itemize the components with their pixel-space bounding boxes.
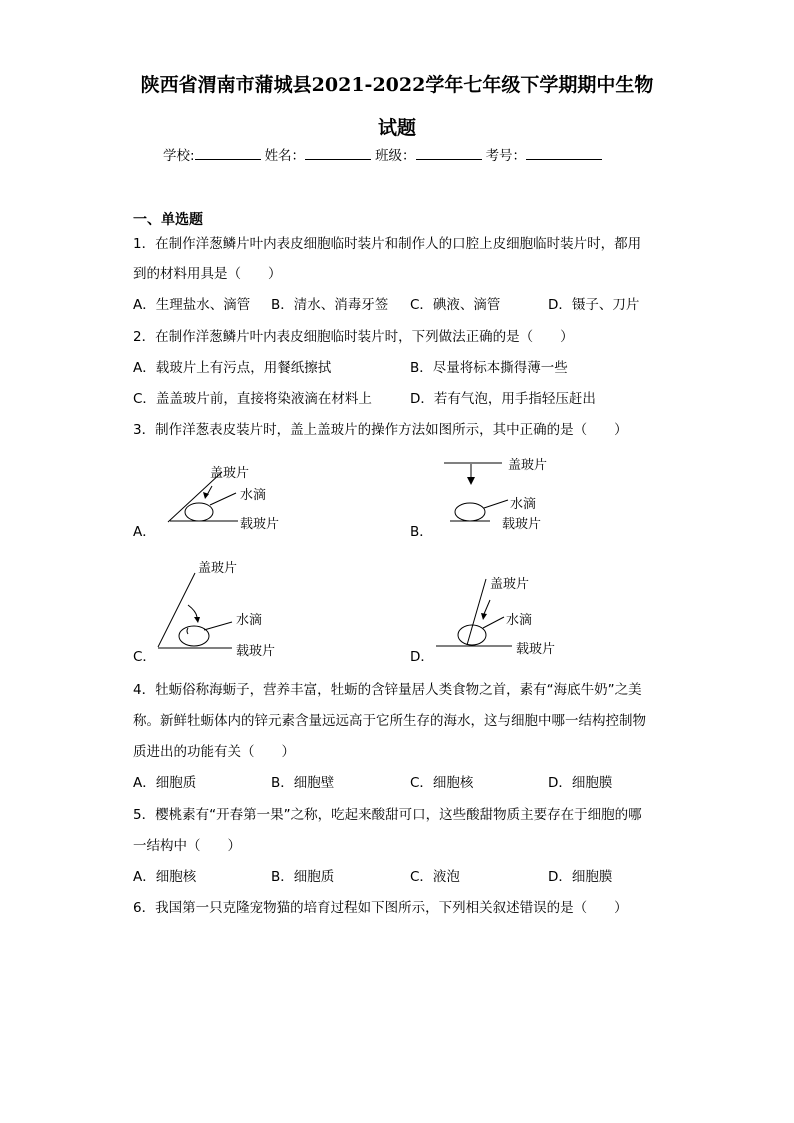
q3-option-b: B． (410, 524, 433, 540)
figure-c-cover-line (158, 573, 195, 647)
q4-option-d: D．细胞膜 (548, 775, 613, 791)
figure-b-cover-label: 盖玻片 (508, 458, 548, 473)
q3-line-1: 3．制作洋葱表皮装片时，盖上盖玻片的操作方法如图所示，其中正确的是（ ） (133, 422, 628, 438)
class-label: 班级： (375, 148, 416, 164)
q5-option-d: D．细胞膜 (548, 869, 613, 885)
q1-option-d: D．镊子、刀片 (548, 297, 640, 313)
figure-b-arrowhead (467, 477, 475, 485)
figure-a-cover-label: 盖玻片 (210, 466, 250, 481)
q5-option-c: C．液泡 (410, 869, 460, 885)
figure-d-drop-label: 水滴 (506, 613, 533, 628)
figure-a-drop-pointer (210, 493, 236, 505)
figure-d-cover-label: 盖玻片 (490, 577, 530, 592)
q2-option-a: A．载玻片上有污点，用餐纸擦拭 (133, 360, 332, 376)
q4-line-3: 质进出的功能有关（ ） (133, 744, 295, 760)
q2-line-1: 2．在制作洋葱鳞片叶内表皮细胞临时装片时，下列做法正确的是（ ） (133, 329, 574, 345)
figure-a-drop-label: 水滴 (240, 488, 267, 503)
section-heading: 一、单选题 (133, 212, 203, 228)
q5-line-2: 一结构中（ ） (133, 838, 241, 854)
q5-option-b: B．细胞质 (271, 869, 335, 885)
class-blank (416, 146, 482, 160)
figure-c-slide-label: 载玻片 (236, 644, 276, 659)
info-line (163, 146, 606, 164)
q2-option-c: C．盖盖玻片前，直接将染液滴在材料上 (133, 391, 372, 407)
figure-b-drop-pointer (484, 500, 508, 508)
q3-option-c: C． (133, 649, 156, 665)
figure-b-drop (455, 503, 485, 521)
q3-option-a: A． (133, 524, 156, 540)
q4-line-2: 称。新鲜牡蛎体内的锌元素含量远远高于它所生存的海水，这与细胞中哪一结构控制物 (133, 713, 646, 729)
figure-d-arrow (484, 600, 490, 614)
title-line-1: 陕西省渭南市蒲城县2021-2022学年七年级下学期期中生物 (140, 74, 654, 96)
q1-line-1: 1．在制作洋葱鳞片叶内表皮细胞临时装片和制作人的口腔上皮细胞临时装片时，都用 (133, 236, 642, 252)
q3-option-d: D． (410, 649, 434, 665)
number-blank (526, 146, 602, 160)
figure-c-drop-pointer (204, 622, 232, 630)
figure-d-slide-label: 载玻片 (516, 642, 556, 657)
title-line-2: 试题 (377, 117, 416, 139)
figure-a-slide-label: 载玻片 (240, 517, 280, 532)
q5-line-1: 5．樱桃素有“开春第一果”之称，吃起来酸甜可口，这些酸甜物质主要存在于细胞的哪 (133, 807, 642, 823)
figure-b (430, 452, 590, 542)
figure-b-drop-label: 水滴 (510, 497, 537, 512)
figure-d (430, 570, 590, 660)
figure-d-arrowhead (481, 613, 487, 620)
q4-option-b: B．细胞壁 (271, 775, 335, 791)
q5-option-a: A．细胞核 (133, 869, 197, 885)
figure-d-drop-pointer (483, 617, 504, 628)
q1-option-b: B．清水、消毒牙签 (271, 297, 389, 313)
name-blank (305, 146, 371, 160)
figure-a (150, 455, 310, 545)
q2-option-d: D．若有气泡，用手指轻压赶出 (410, 391, 596, 407)
q4-option-c: C．细胞核 (410, 775, 474, 791)
q1-option-c: C．碘液、滴管 (410, 297, 501, 313)
figure-c-arrowhead (194, 617, 200, 623)
q2-option-b: B．尽量将标本撕得薄一些 (410, 360, 568, 376)
q1-line-2: 到的材料用具是（ ） (133, 266, 282, 282)
figure-a-drop (185, 503, 213, 521)
q1-option-a: A．生理盐水、滴管 (133, 297, 251, 313)
figure-d-cover-line (467, 579, 486, 645)
q4-option-a: A．细胞质 (133, 775, 197, 791)
name-label: 姓名： (264, 148, 306, 164)
figure-b-slide-label: 载玻片 (502, 517, 542, 532)
school-label: 学校: (163, 148, 195, 164)
figure-c (150, 555, 310, 660)
figure-c-drop-label: 水滴 (236, 613, 263, 628)
school-blank (195, 146, 261, 160)
q4-line-1: 4．牡蛎俗称海蛎子，营养丰富，牡蛎的含锌量居人类食物之首，素有“海底牛奶”之美 (133, 682, 642, 698)
figure-c-drop (179, 626, 209, 646)
figure-c-drop-curve (187, 628, 188, 634)
q6-line-1: 6．我国第一只克隆宠物猫的培育过程如下图所示，下列相关叙述错误的是（ ） (133, 900, 628, 916)
number-label: 考号： (485, 148, 527, 164)
figure-c-cover-label: 盖玻片 (198, 561, 238, 576)
figure-c-arrow (188, 605, 197, 617)
